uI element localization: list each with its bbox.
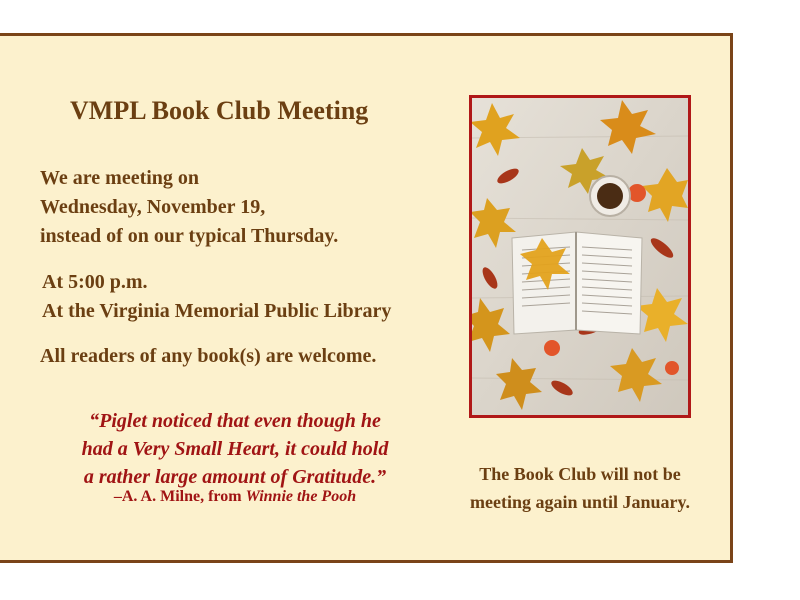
schedule-note	[440, 460, 720, 516]
time-location-paragraph	[42, 268, 391, 326]
time-line: At 5:00 p.m.	[42, 271, 148, 293]
welcome-text: All readers of any book(s) are welcome.	[40, 345, 377, 367]
quote-line: “Piglet noticed that even though he	[89, 410, 381, 432]
autumn-book-photo	[469, 95, 691, 418]
meeting-line: Wednesday, November 19,	[40, 196, 266, 218]
coffee-cup-icon	[590, 176, 630, 216]
quote-line: had a Very Small Heart, it could hold	[81, 438, 389, 460]
meeting-line: We are meeting on	[40, 167, 200, 189]
meeting-line: instead of on our typical Thursday.	[40, 225, 339, 247]
note-line: The Book Club will not be	[479, 464, 681, 484]
autumn-book-illustration	[472, 98, 688, 415]
quote-attribution	[40, 488, 430, 506]
quote-block	[40, 407, 430, 491]
open-book-icon	[512, 232, 642, 334]
meeting-paragraph	[40, 164, 338, 251]
attribution-author: –A. A. Milne, from	[113, 488, 246, 505]
attribution-source: Winnie the Pooh	[245, 488, 357, 505]
note-line: meeting again until January.	[469, 492, 691, 512]
location-line: At the Virginia Memorial Public Library	[42, 300, 392, 322]
quote-line: a rather large amount of Gratitude.”	[83, 466, 387, 488]
page-title: VMPL Book Club Meeting	[70, 96, 369, 125]
